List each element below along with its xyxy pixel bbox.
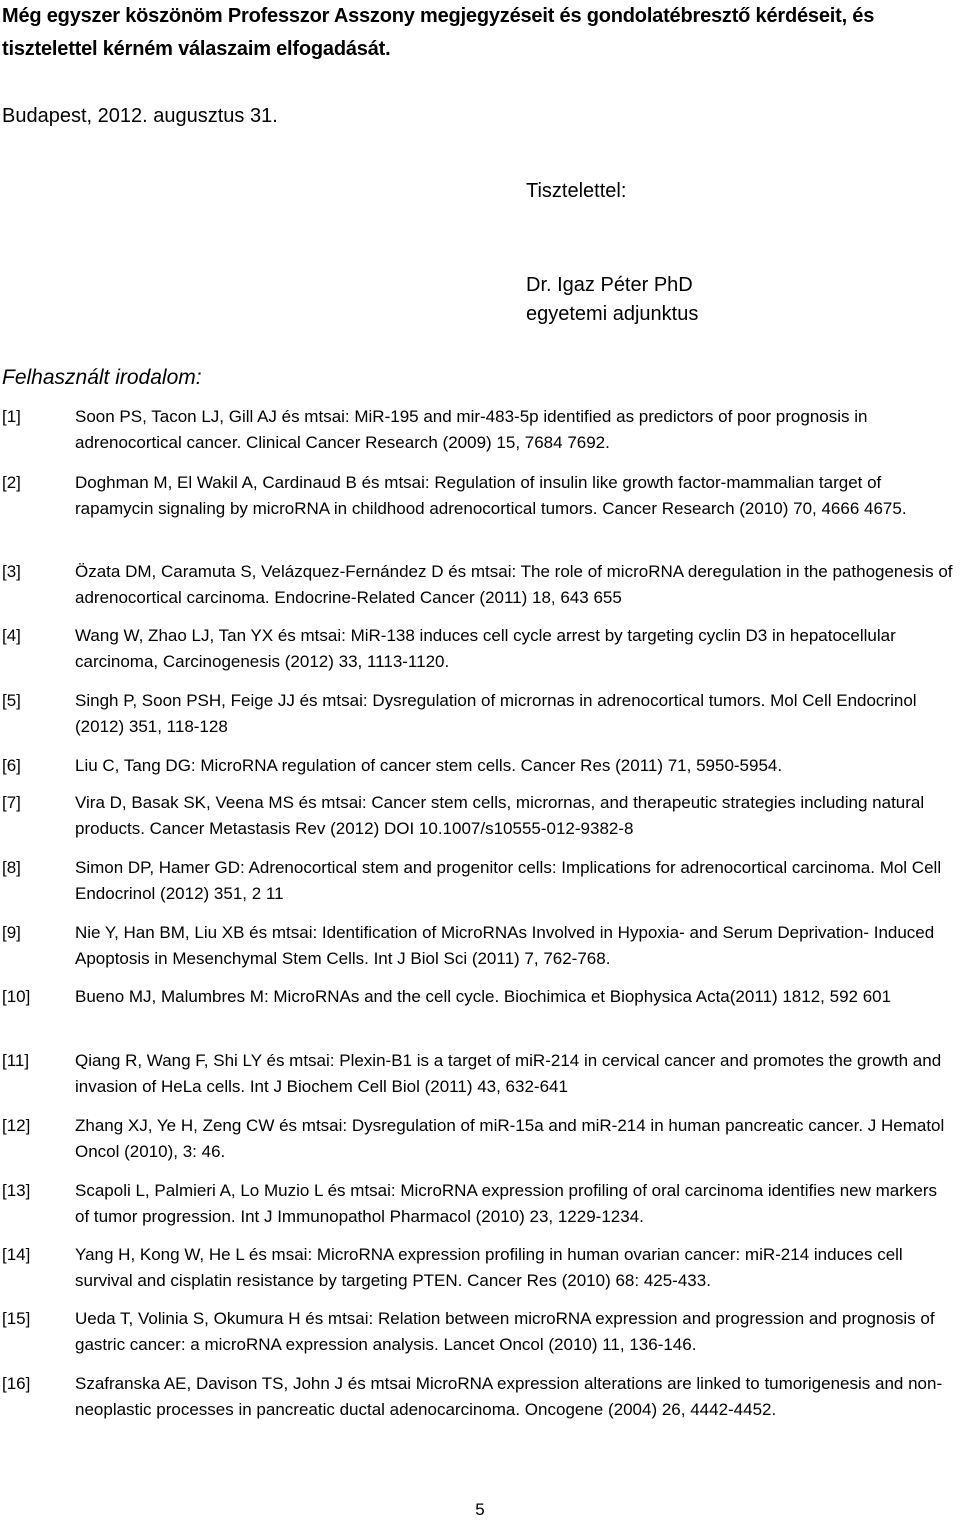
reference-text: Nie Y, Han BM, Liu XB és mtsai: Identification of MicroRNAs Involved in Hypoxia- and Serum Deprivation- Induced Apoptosis in Mesenchymal Stem Cells. Int J Biol Sci (2011) 7, 762-768. xyxy=(75,923,935,968)
reference-number: [6] xyxy=(2,756,21,775)
reference-number: [8] xyxy=(2,858,21,877)
reference-number: [3] xyxy=(2,562,21,581)
reference-text: Szafranska AE, Davison TS, John J és mtsai MicroRNA expression alterations are linked to tumorigenesis and non-neoplastic processes in pancreatic ductal adenocarcinoma. Oncogene (2004) 26, 4442-4452. xyxy=(75,1374,943,1419)
reference-number: [2] xyxy=(2,473,21,492)
reference-number: [13] xyxy=(2,1181,31,1200)
reference-text: Liu C, Tang DG: MicroRNA regulation of cancer stem cells. Cancer Res (2011) 71, 5950-5954. xyxy=(75,756,783,775)
reference-text: Singh P, Soon PSH, Feige JJ és mtsai: Dysregulation of micrornas in adrenocortical tumors. Mol Cell Endocrinol (2012) 351, 118-128 xyxy=(75,691,917,736)
reference-text: Bueno MJ, Malumbres M: MicroRNAs and the cell cycle. Biochimica et Biophysica Acta(2011) 1812, 592 601 xyxy=(75,987,892,1006)
signature-greeting: Tisztelettel: xyxy=(526,180,627,202)
reference-text: Qiang R, Wang F, Shi LY és mtsai: Plexin-B1 is a target of miR-214 in cervical cancer and promotes the growth and invasion of HeLa cells. Int J Biochem Cell Biol (2011) 43, 632-641 xyxy=(75,1051,942,1096)
reference-number: [11] xyxy=(2,1051,30,1070)
closing-paragraph: Még egyszer köszönöm Professzor Asszony megjegyzéseit és gondolatébresztő kérdéseit, és tisztelettel kérném válaszaim elfogadását. xyxy=(2,5,875,60)
reference-number: [4] xyxy=(2,626,21,645)
reference-number: [1] xyxy=(2,407,21,426)
reference-number: [5] xyxy=(2,691,21,710)
reference-number: [7] xyxy=(2,793,21,812)
reference-text: Özata DM, Caramuta S, Velázquez-Fernández D és mtsai: The role of microRNA deregulation in the pathogenesis of adrenocortical carcinoma. Endocrine-Related Cancer (2011) 18, 643 655 xyxy=(75,562,953,607)
reference-number: [16] xyxy=(2,1374,31,1393)
signature-name: Dr. Igaz Péter PhD xyxy=(526,274,693,296)
reference-text: Zhang XJ, Ye H, Zeng CW és mtsai: Dysregulation of miR-15a and miR-214 in human pancreatic cancer. J Hematol Oncol (2010), 3: 46. xyxy=(75,1116,945,1161)
reference-text: Scapoli L, Palmieri A, Lo Muzio L és mtsai: MicroRNA expression profiling of oral carcinoma identifies new markers of tumor progression. Int J Immunopathol Pharmacol (2010) 23, 1229-1234. xyxy=(75,1181,937,1226)
reference-text: Doghman M, El Wakil A, Cardinaud B és mtsai: Regulation of insulin like growth factor-mammalian target of rapamycin signaling by microRNA in childhood adrenocortical tumors. Cancer Research (2010) 70, 4666 4675. xyxy=(75,473,907,518)
signature-title: egyetemi adjunktus xyxy=(526,303,699,325)
page-number: 5 xyxy=(475,1500,485,1519)
date-line: Budapest, 2012. augusztus 31. xyxy=(2,105,278,127)
reference-text: Simon DP, Hamer GD: Adrenocortical stem and progenitor cells: Implications for adrenocortical carcinoma. Mol Cell Endocrinol (2012) 351, 2 11 xyxy=(75,858,942,903)
references-heading: Felhasznált irodalom: xyxy=(2,366,202,389)
reference-text: Soon PS, Tacon LJ, Gill AJ és mtsai: MiR-195 and mir-483-5p identified as predictors of poor prognosis in adrenocortical cancer. Clinical Cancer Research (2009) 15, 7684 7692. xyxy=(75,407,868,452)
reference-text: Ueda T, Volinia S, Okumura H és mtsai: Relation between microRNA expression and progression and prognosis of gastric cancer: a microRNA expression analysis. Lancet Oncol (2010) 11, 136-146. xyxy=(75,1309,935,1354)
reference-text: Vira D, Basak SK, Veena MS és mtsai: Cancer stem cells, micrornas, and therapeutic strategies including natural products. Cancer Metastasis Rev (2012) DOI 10.1007/s10555-012-9382-8 xyxy=(75,793,925,838)
reference-text: Yang H, Kong W, He L és msai: MicroRNA expression profiling in human ovarian cancer: miR-214 induces cell survival and cisplatin resistance by targeting PTEN. Cancer Res (2010) 68: 425-433. xyxy=(75,1245,903,1290)
reference-number: [12] xyxy=(2,1116,31,1135)
reference-text: Wang W, Zhao LJ, Tan YX és mtsai: MiR-138 induces cell cycle arrest by targeting cyclin D3 in hepatocellular carcinoma, Carcinogenesis (2012) 33, 1113-1120. xyxy=(75,626,896,671)
reference-number: [15] xyxy=(2,1309,31,1328)
reference-number: [14] xyxy=(2,1245,31,1264)
reference-number: [10] xyxy=(2,987,31,1006)
reference-number: [9] xyxy=(2,923,21,942)
